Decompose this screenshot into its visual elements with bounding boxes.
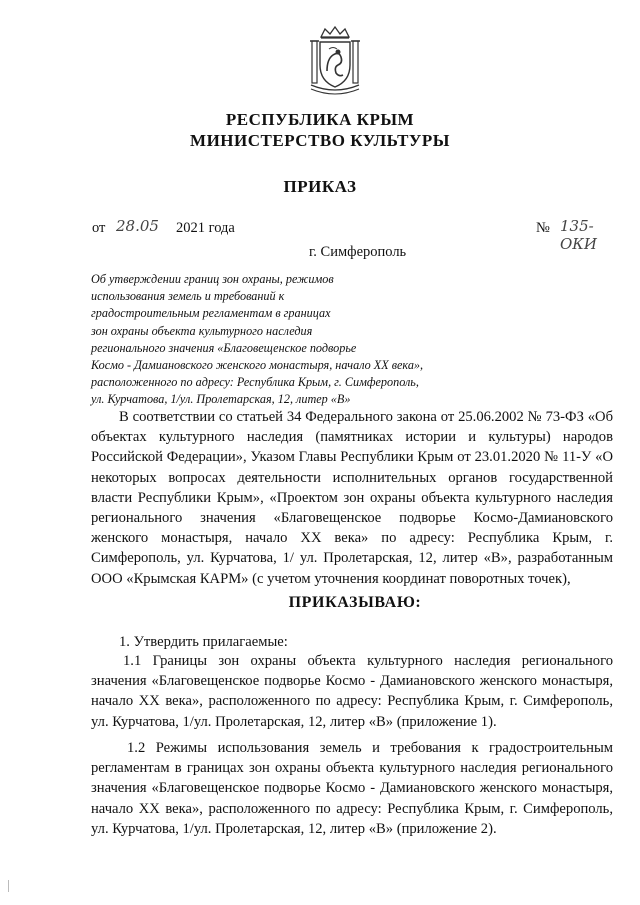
subject-line: Космо - Дамиановского женского монастыря, начало XX века», [91,358,424,373]
subject-line: Об утверждении границ зон охраны, режимов [91,272,334,286]
item-1-1: 1.1 Границы зон охраны объекта культурного наследия регионального значения «Благовещенское подворье Космо - Дамиановского женского монастыря, начало XX века», расположенного по адресу: Республика Крым, г. Симферополь, ул. Курчатова, 1/ул. Пролетарская, 12, литер «В» (приложение 1). [91,653,613,730]
subject-line: регионального значения «Благовещенское подворье [91,340,357,355]
doc-type-title: ПРИКАЗ [283,177,357,196]
subject-line: градостроительным регламентам в границах [91,306,331,321]
paragraph-basis: В соответствии со статьей 34 Федерального закона от 25.06.2002 № 73-ФЗ «Об объектах культурного наследия (памятниках истории и культуры) народов Российской Федерации», Указом Главы Республики Крым от 23.01.2020 № 11-У «О некоторых вопросах деятельности исполнительных органов государственной власти Республики Крым», «Проектом зон охраны объекта культурного наследия регионального значения «Благовещенское подворье Космо-Дамиановского женского монастыря, начало XX века» по адресу: Республика Крым, г. Симферополь, ул. Курчатова, 1/ ул. Пролетарская, 12, литер «В», разработанным ООО «Крымская КАРМ» (с учетом уточнения координат поворотных точек), [91,409,613,587]
subject-line: расположенного по адресу: Республика Крым, г. Симферополь, [91,375,419,390]
item-1: 1. Утвердить прилагаемые: [119,634,288,650]
handwritten-number: 135-ОКИ [560,217,597,253]
header-ministry: МИНИСТЕРСТВО КУЛЬТУРЫ [190,131,450,150]
handwritten-date: 28.05 [116,217,159,235]
header-republic: РЕСПУБЛИКА КРЫМ [225,110,415,129]
subject-line: ул. Курчатова, 1/ул. Пролетарская, 12, литер «В» [91,392,351,407]
order-subject [91,271,491,409]
number-label: № [536,220,550,236]
scan-edge-mark [8,880,9,892]
date-from-label: от [92,220,106,236]
crimea-coat-of-arms-icon [305,25,365,95]
decree-heading: ПРИКАЗЫВАЮ: [288,594,422,611]
item-1-2: 1.2 Режимы использования земель и требования к градостроительным регламентам в границах зон охраны объекта культурного наследия регионального значения «Благовещенское подворье Космо - Дамиановского женского монастыря, начало XX века», расположенного по адресу: Республика Крым, г. Симферополь, ул. Курчатова, 1/ул. Пролетарская, 12, литер «В» (приложение 2). [91,740,613,837]
subject-line: использования земель и требований к [91,289,285,304]
subject-line: зон охраны объекта культурного наследия [91,323,313,338]
date-year: 2021 года [176,220,235,236]
city: г. Симферополь [309,244,407,260]
